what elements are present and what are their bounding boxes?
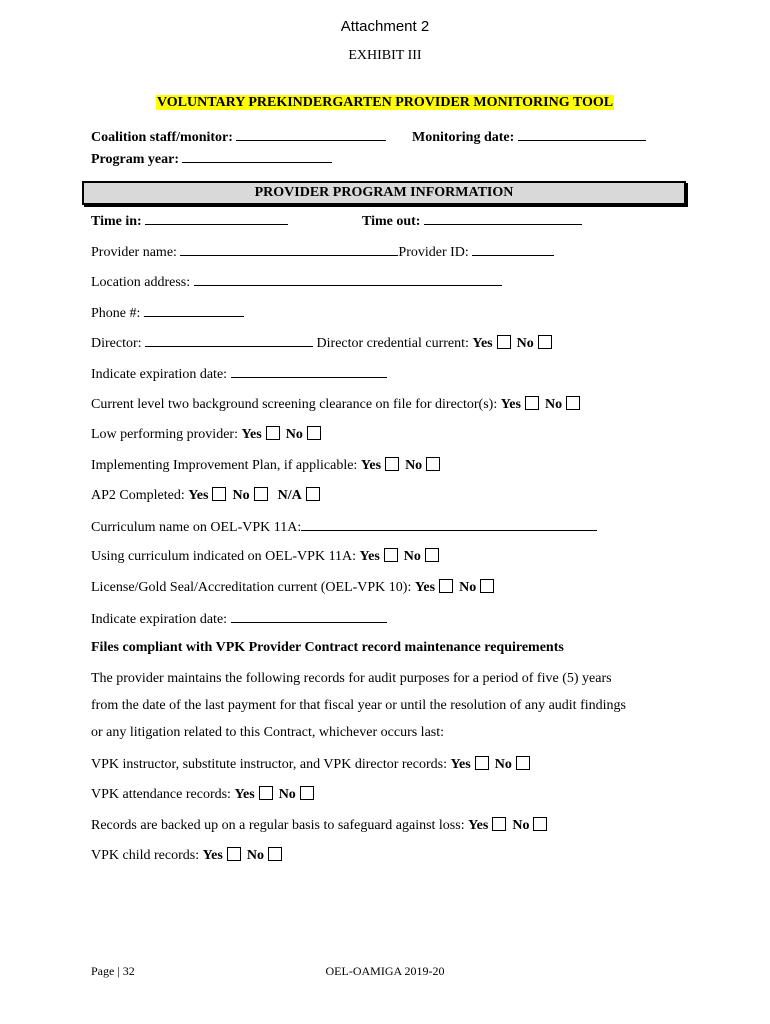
attendance-records-label: VPK attendance records: bbox=[91, 787, 231, 802]
child-records-yes-checkbox[interactable] bbox=[227, 847, 241, 861]
monitoring-date-row bbox=[412, 128, 646, 146]
yes-label: Yes bbox=[202, 848, 223, 863]
ap2-na-checkbox[interactable] bbox=[306, 487, 320, 501]
monitoring-date-label: Monitoring date: bbox=[412, 130, 515, 145]
time-in-label: Time in: bbox=[91, 214, 142, 229]
instructor-records-no-checkbox[interactable] bbox=[516, 756, 530, 770]
files-heading: Files compliant with VPK Provider Contract record maintenance requirements bbox=[91, 640, 564, 655]
expiration-label-2: Indicate expiration date: bbox=[91, 612, 228, 627]
yes-label: Yes bbox=[450, 757, 471, 772]
license-yes-checkbox[interactable] bbox=[439, 579, 453, 593]
curriculum-name-row bbox=[91, 518, 597, 536]
expiration-row-2 bbox=[91, 610, 387, 628]
curriculum-name-label: Curriculum name on OEL-VPK 11A: bbox=[91, 520, 302, 535]
ap2-label: AP2 Completed: bbox=[91, 488, 185, 503]
improvement-yes-checkbox[interactable] bbox=[385, 457, 399, 471]
records-paragraph-line-2: from the date of the last payment for that fiscal year or until the resolution of any audit findings bbox=[91, 698, 626, 713]
records-paragraph-line-1: The provider maintains the following records for audit purposes for a period of five (5) years bbox=[91, 671, 612, 686]
no-label: No bbox=[278, 787, 296, 802]
no-label: No bbox=[512, 818, 530, 833]
yes-label: Yes bbox=[472, 336, 493, 351]
no-label: No bbox=[285, 427, 303, 442]
director-label: Director: bbox=[91, 336, 142, 351]
no-label: No bbox=[246, 848, 264, 863]
using-curriculum-row bbox=[91, 548, 445, 565]
backed-up-yes-checkbox[interactable] bbox=[492, 817, 506, 831]
low-performing-label: Low performing provider: bbox=[91, 427, 238, 442]
records-paragraph-line-3: or any litigation related to this Contract, whichever occurs last: bbox=[91, 725, 445, 740]
section-title: PROVIDER PROGRAM INFORMATION bbox=[254, 185, 514, 200]
background-no-checkbox[interactable] bbox=[566, 396, 580, 410]
director-row bbox=[91, 334, 558, 352]
phone-field[interactable] bbox=[144, 304, 244, 317]
attendance-records-no-checkbox[interactable] bbox=[300, 786, 314, 800]
improvement-no-checkbox[interactable] bbox=[426, 457, 440, 471]
curriculum-name-field[interactable] bbox=[301, 518, 597, 531]
director-credential-yes-checkbox[interactable] bbox=[497, 335, 511, 349]
backed-up-row bbox=[91, 817, 553, 834]
location-field[interactable] bbox=[194, 273, 502, 286]
no-label: No bbox=[544, 397, 563, 412]
license-no-checkbox[interactable] bbox=[480, 579, 494, 593]
low-performing-no-checkbox[interactable] bbox=[307, 426, 321, 440]
backed-up-label: Records are backed up on a regular basis to safeguard against loss: bbox=[91, 818, 465, 833]
instructor-records-label: VPK instructor, substitute instructor, and VPK director records: bbox=[91, 757, 447, 772]
yes-label: Yes bbox=[234, 787, 255, 802]
document-title bbox=[0, 95, 770, 111]
ap2-yes-checkbox[interactable] bbox=[212, 487, 226, 501]
attachment-label: Attachment 2 bbox=[340, 18, 430, 35]
improvement-row bbox=[91, 457, 446, 474]
yes-label: Yes bbox=[414, 580, 436, 595]
no-label: No bbox=[516, 336, 534, 351]
child-records-label: VPK child records: bbox=[91, 848, 200, 863]
program-year-field[interactable] bbox=[182, 150, 332, 163]
no-label: No bbox=[232, 488, 250, 503]
document-title-text: VOLUNTARY PREKINDERGARTEN PROVIDER MONITORING TOOL bbox=[156, 95, 614, 110]
using-curriculum-label: Using curriculum indicated on OEL-VPK 11A: bbox=[91, 549, 357, 564]
yes-label: Yes bbox=[359, 549, 380, 564]
coalition-row bbox=[91, 128, 386, 146]
footer-code: OEL-OAMIGA 2019-20 bbox=[325, 964, 445, 978]
expiration-row-1 bbox=[91, 365, 387, 383]
provider-name-label: Provider name: bbox=[91, 245, 177, 260]
time-in-row bbox=[91, 212, 288, 230]
no-label: No bbox=[405, 458, 423, 473]
na-label: N/A bbox=[277, 488, 302, 503]
expiration-field-2[interactable] bbox=[231, 610, 387, 623]
background-row bbox=[91, 396, 586, 413]
phone-label: Phone #: bbox=[91, 306, 141, 321]
backed-up-no-checkbox[interactable] bbox=[533, 817, 547, 831]
program-year-label: Program year: bbox=[91, 152, 179, 167]
ap2-no-checkbox[interactable] bbox=[254, 487, 268, 501]
provider-name-field[interactable] bbox=[180, 243, 398, 256]
expiration-label-1: Indicate expiration date: bbox=[91, 367, 228, 382]
child-records-row bbox=[91, 847, 288, 864]
coalition-label: Coalition staff/monitor: bbox=[91, 130, 233, 145]
provider-id-label: Provider ID: bbox=[398, 245, 469, 260]
coalition-field[interactable] bbox=[236, 128, 386, 141]
director-credential-label: Director credential current: bbox=[316, 336, 469, 351]
page-number: Page | 32 bbox=[91, 964, 135, 978]
background-label: Current level two background screening clearance on file for director(s): bbox=[91, 397, 498, 412]
expiration-field-1[interactable] bbox=[231, 365, 387, 378]
time-out-field[interactable] bbox=[424, 212, 582, 225]
location-row bbox=[91, 273, 502, 291]
time-out-row bbox=[362, 212, 582, 230]
yes-label: Yes bbox=[188, 488, 209, 503]
attendance-records-yes-checkbox[interactable] bbox=[259, 786, 273, 800]
no-label: No bbox=[403, 549, 421, 564]
yes-label: Yes bbox=[468, 818, 489, 833]
instructor-records-yes-checkbox[interactable] bbox=[475, 756, 489, 770]
no-label: No bbox=[494, 757, 512, 772]
improvement-label: Implementing Improvement Plan, if applicable: bbox=[91, 458, 358, 473]
ap2-row bbox=[91, 487, 326, 504]
instructor-records-row bbox=[91, 756, 536, 773]
using-curriculum-no-checkbox[interactable] bbox=[425, 548, 439, 562]
yes-label: Yes bbox=[500, 397, 521, 412]
license-label: License/Gold Seal/Accreditation current (OEL-VPK 10): bbox=[91, 580, 412, 595]
program-year-row bbox=[91, 150, 332, 168]
director-credential-no-checkbox[interactable] bbox=[538, 335, 552, 349]
child-records-no-checkbox[interactable] bbox=[268, 847, 282, 861]
using-curriculum-yes-checkbox[interactable] bbox=[384, 548, 398, 562]
yes-label: Yes bbox=[241, 427, 262, 442]
section-header bbox=[82, 181, 686, 205]
low-performing-yes-checkbox[interactable] bbox=[266, 426, 280, 440]
provider-name-row bbox=[91, 243, 554, 261]
yes-label: Yes bbox=[360, 458, 382, 473]
exhibit-label: EXHIBIT III bbox=[348, 48, 422, 63]
low-performing-row bbox=[91, 426, 327, 443]
time-out-label: Time out: bbox=[362, 214, 421, 229]
provider-id-field[interactable] bbox=[472, 243, 554, 256]
attendance-records-row bbox=[91, 786, 320, 803]
phone-row bbox=[91, 304, 244, 322]
time-in-field[interactable] bbox=[145, 212, 288, 225]
location-label: Location address: bbox=[91, 275, 191, 290]
monitoring-date-field[interactable] bbox=[518, 128, 646, 141]
background-yes-checkbox[interactable] bbox=[525, 396, 539, 410]
director-field[interactable] bbox=[145, 334, 313, 347]
license-row bbox=[91, 579, 500, 596]
no-label: No bbox=[459, 580, 477, 595]
